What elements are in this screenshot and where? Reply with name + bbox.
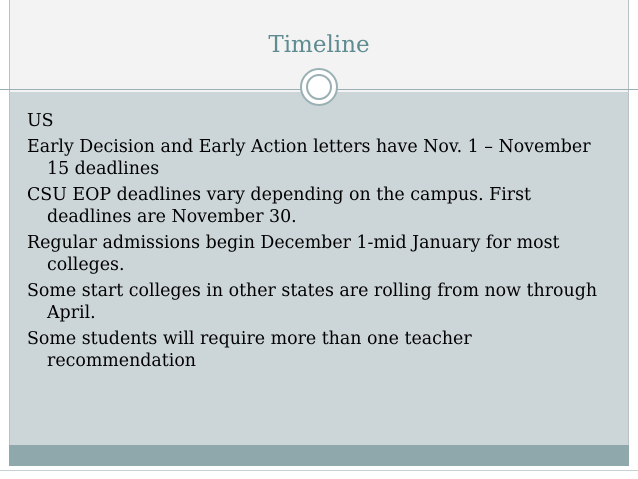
slide-title: Timeline — [268, 32, 370, 58]
decorative-circle-icon — [300, 68, 338, 106]
bullet-list — [27, 110, 607, 376]
decorative-inner-circle-icon — [306, 74, 332, 100]
bullet-item-early-decision: Early Decision and Early Action letters have Nov. 1 – November 15 deadlines — [27, 137, 591, 179]
bullet-item-us: US — [27, 111, 54, 131]
bullet-item-regular-admissions: Regular admissions begin December 1-mid January for most colleges. — [27, 233, 560, 275]
bullet-item-csu-eop: CSU EOP deadlines vary depending on the campus. First deadlines are November 30. — [27, 185, 532, 227]
footer-line — [0, 470, 638, 471]
bullet-item-rolling-admissions: Some start colleges in other states are rolling from now through April. — [27, 281, 598, 323]
bullet-item-teacher-recommendation: Some students will require more than one teacher recommendation — [27, 329, 472, 371]
footer-band — [9, 445, 629, 466]
